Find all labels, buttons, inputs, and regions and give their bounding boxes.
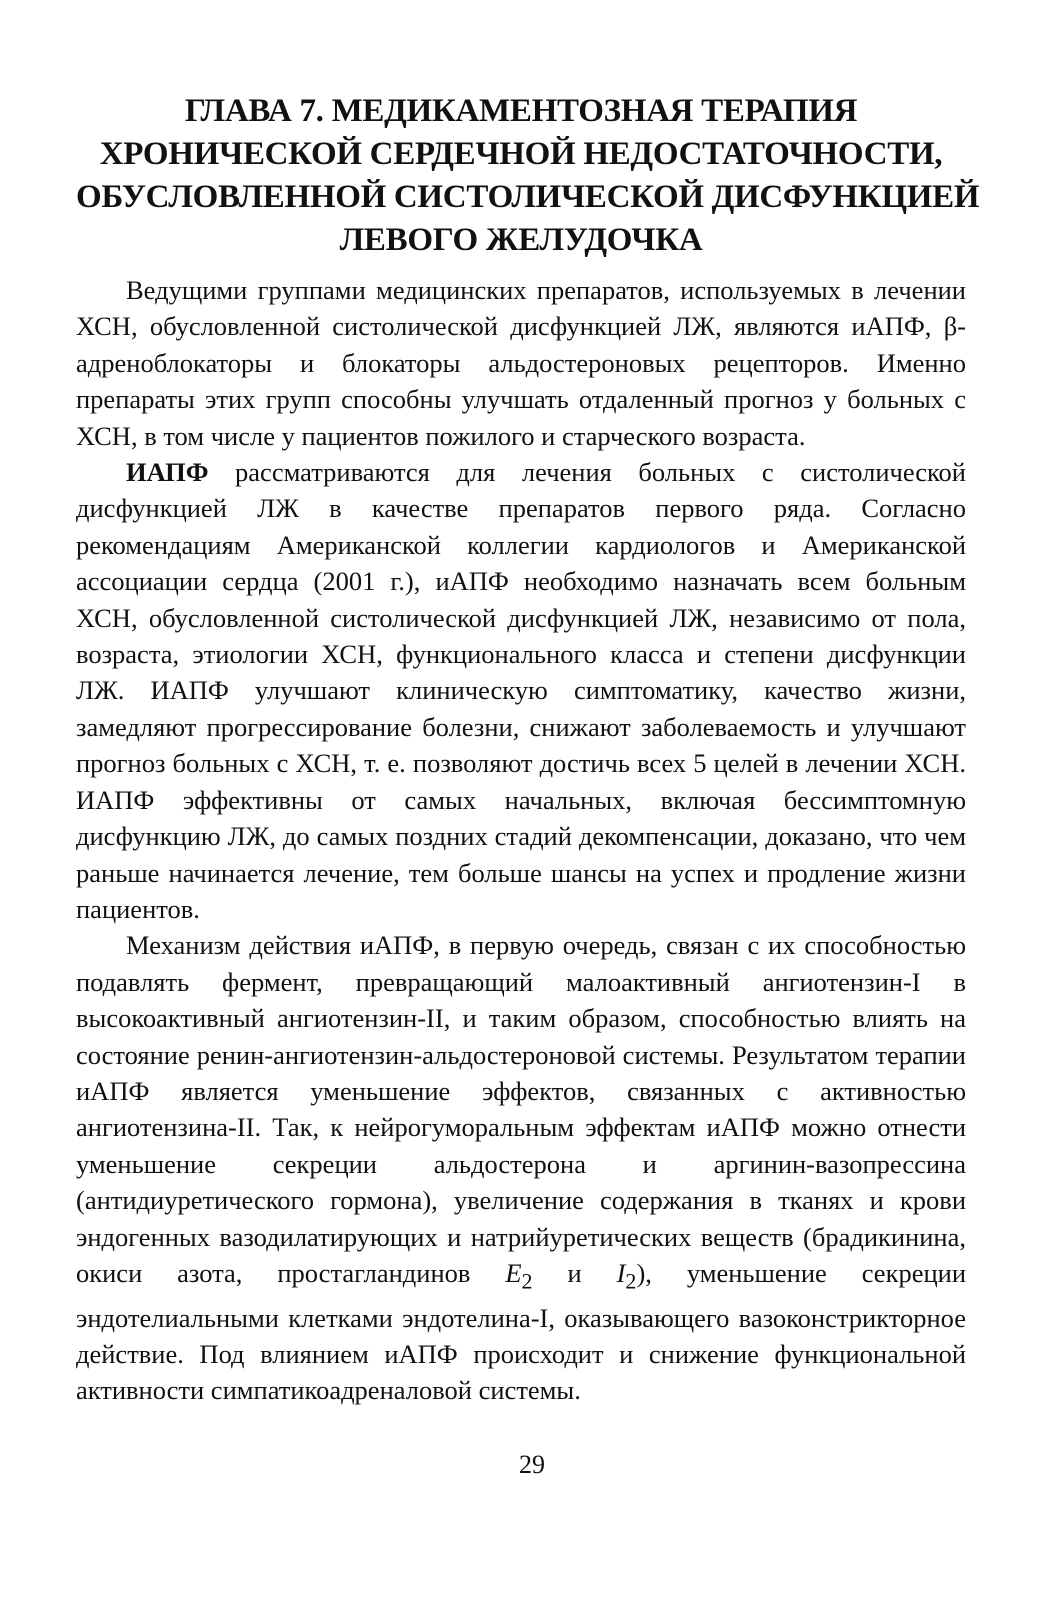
- page-number: 29: [519, 1450, 545, 1479]
- prostaglandin-e-subscript: 2: [521, 1268, 533, 1294]
- acei-paragraph: [76, 454, 966, 927]
- prostaglandin-e-symbol: E: [505, 1257, 522, 1288]
- acei-term: ИАПФ: [126, 457, 209, 488]
- chapter-title-line: ЛЕВОГО ЖЕЛУДОЧКА: [339, 222, 703, 258]
- mechanism-paragraph: [76, 927, 966, 1409]
- book-page: [76, 90, 980, 1409]
- chapter-title: [76, 90, 980, 262]
- mechanism-text-before: Механизм действия иАПФ, в первую очередь, связан с их способностью подавлять фермент, превращающий малоактивный ангиотензин-I в высокоактивный ангиотензин-II, и таким образом, способностью влиять на состояние ренин-ангиотензин-альдостероновой системы. Результатом терапии иАПФ является уменьшение эффектов, связанных с активностью ангиотензина-II. Так, к нейрогуморальным эффектам иАПФ можно отнести уменьшение секреции альдостерона и аргинин-вазопрессина (антидиуретического гормона), увеличение содержания в тканях и крови эндогенных вазодилатирующих и натрийуретических веществ (брадикинина, окиси азота, простагландинов: [76, 930, 966, 1288]
- prostaglandin-i-symbol: I: [616, 1257, 626, 1288]
- prostaglandin-i-subscript: 2: [625, 1268, 637, 1294]
- intro-paragraph: Ведущими группами медицинских препаратов, используемых в лечении ХСН, обусловленной систолической дисфункцией ЛЖ, являются иАПФ, β-адреноблокаторы и блокаторы альдостероновых рецепторов. Именно препараты этих групп способны улучшать отдаленный прогноз у больных с ХСН, в том числе у пациентов пожилого и старческого возраста.: [76, 275, 966, 451]
- chapter-title-line: ГЛАВА 7. МЕДИКАМЕНТОЗНАЯ ТЕРАПИЯ: [184, 93, 858, 129]
- acei-paragraph-text: рассматриваются для лечения больных с систолической дисфункцией ЛЖ в качестве препаратов первого ряда. Согласно рекомендациям Американской коллегии кардиологов и Американской ассоциации сердца (2001 г.), иАПФ необходимо назначать всем больным ХСН, обусловленной систолической дисфункцией ЛЖ, независимо от пола, возраста, этиологии ХСН, функционального класса и степени дисфункции ЛЖ. ИАПФ улучшают клиническую симптоматику, качество жизни, замедляют прогрессирование болезни, снижают заболеваемость и улучшают прогноз больных с ХСН, т. е. позволяют достичь всех 5 целей в лечении ХСН. ИАПФ эффективны от самых начальных, включая бессимптомную дисфункцию ЛЖ, до самых поздних стадий декомпенсации, доказано, что чем раньше начинается лечение, тем больше шансы на успех и продление жизни пациентов.: [76, 457, 966, 924]
- mechanism-text-after: ), уменьшение секреции эндотелиальными клетками эндотелина-I, оказывающего вазоконстрикторное действие. Под влиянием иАПФ происходит и снижение функциональной активности симпатикоадреналовой системы.: [76, 1257, 966, 1406]
- conjunction-and: и: [532, 1257, 617, 1288]
- chapter-title-line: ХРОНИЧЕСКОЙ СЕРДЕЧНОЙ НЕДОСТАТОЧНОСТИ,: [99, 136, 943, 172]
- chapter-title-line: ОБУСЛОВЛЕННОЙ СИСТОЛИЧЕСКОЙ ДИСФУНКЦИЕЙ: [76, 179, 980, 215]
